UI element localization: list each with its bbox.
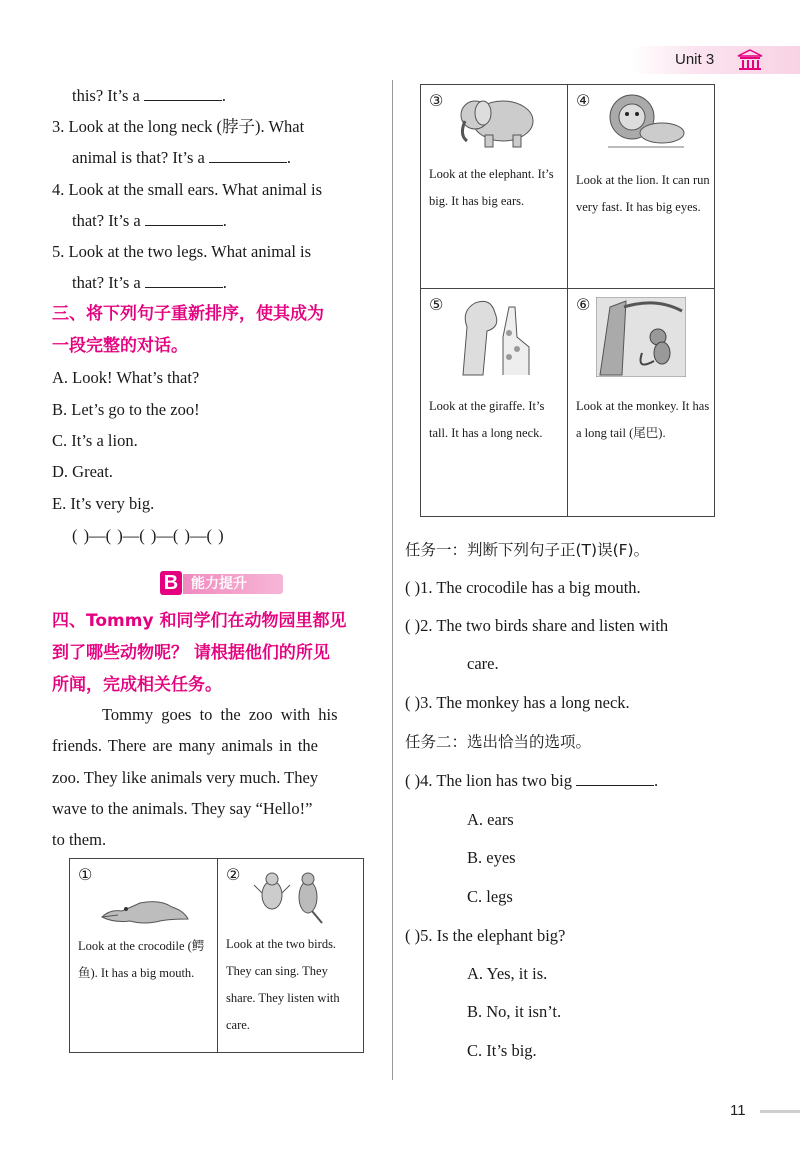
mc-5-option-c: C. It’s big. xyxy=(467,1041,537,1060)
question-5-line-2: that? It’s a . xyxy=(72,273,227,292)
tf-question-3[interactable]: ( )3. The monkey has a long neck. xyxy=(405,693,630,712)
museum-icon xyxy=(736,48,764,72)
card-elephant xyxy=(420,84,568,289)
passage-line-2: friends. There are many animals in the xyxy=(52,736,318,755)
crocodile-icon xyxy=(100,889,190,929)
birds-icon xyxy=(252,865,332,925)
card-text: Look at the two birds. They can sing. They share. They listen with care. xyxy=(226,937,340,1032)
option-c: C. It’s a lion. xyxy=(52,431,138,450)
section-4-heading-cont2: 所闻，完成相关任务。 xyxy=(52,675,222,695)
card-text: Look at the giraffe. It’s tall. It has a long neck. xyxy=(429,399,545,440)
unit-label: Unit 3 xyxy=(675,51,715,68)
passage-line-5: to them. xyxy=(52,830,107,849)
tf-question-1[interactable]: ( )1. The crocodile has a big mouth. xyxy=(405,578,641,597)
card-number: ③ xyxy=(429,91,444,110)
order-answer-row[interactable]: ( )—( )—( )—( )—( ) xyxy=(72,526,224,545)
question-5-line-1: 5. Look at the two legs. What animal is xyxy=(52,242,312,261)
elephant-icon xyxy=(451,91,541,151)
answer-blank[interactable] xyxy=(144,86,222,101)
section-3-heading-cont: 一段完整的对话。 xyxy=(52,336,188,356)
option-e: E. It’s very big. xyxy=(52,494,155,513)
level-b-badge: B xyxy=(160,571,182,595)
question-3-line-1: 3. Look at the long neck (脖子). What xyxy=(52,117,305,136)
answer-blank[interactable] xyxy=(145,211,223,226)
mc-4-option-b: B. eyes xyxy=(467,848,516,867)
card-number: ④ xyxy=(576,91,591,110)
mc-4-option-c: C. legs xyxy=(467,887,513,906)
mc-5-option-a: A. Yes, it is. xyxy=(467,964,548,983)
card-number: ⑥ xyxy=(576,295,591,314)
question-4-line-1: 4. Look at the small ears. What animal is xyxy=(52,180,323,199)
question-4-line-2: that? It’s a . xyxy=(72,211,227,230)
page-number: 11 xyxy=(730,1102,746,1119)
question-2-line-2: this? It’s a . xyxy=(72,86,226,105)
mc-4-option-a: A. ears xyxy=(467,810,514,829)
question-3-line-2: animal is that? It’s a . xyxy=(72,148,292,167)
lion-icon xyxy=(598,89,688,153)
card-giraffe xyxy=(420,288,568,517)
section-3-heading: 三、将下列句子重新排序，使其成为 xyxy=(52,304,324,324)
mc-question-5[interactable]: ( )5. Is the elephant big? xyxy=(405,926,566,945)
mc-question-4[interactable]: ( )4. The lion has two big . xyxy=(405,771,659,790)
option-a: A. Look! What’s that? xyxy=(52,368,200,387)
level-b-title: 能力提升 xyxy=(183,574,283,594)
card-number: ⑤ xyxy=(429,295,444,314)
column-divider xyxy=(392,80,393,1080)
card-crocodile xyxy=(69,858,218,1053)
passage-line-3: zoo. They like animals very much. They xyxy=(52,768,319,787)
passage-line-4: wave to the animals. They say “Hello!” xyxy=(52,799,313,818)
passage-line-1: Tommy goes to the zoo with his xyxy=(102,705,338,724)
card-birds xyxy=(217,858,364,1053)
card-text: Look at the crocodile (鳄鱼). It has a big mouth. xyxy=(78,939,205,980)
monkey-icon xyxy=(596,297,686,377)
task-1-heading: 任务一：判断下列句子正(T)误(F)。 xyxy=(405,541,650,559)
tf-question-2-cont: care. xyxy=(467,654,499,673)
card-number: ① xyxy=(78,865,93,884)
card-text: Look at the lion. It can run very fast. It has big eyes. xyxy=(576,173,710,214)
section-4-heading: 四、Tommy 和同学们在动物园里都见 xyxy=(52,611,347,631)
card-monkey xyxy=(567,288,715,517)
option-b: B. Let’s go to the zoo! xyxy=(52,400,200,419)
unit-tab xyxy=(630,46,800,74)
answer-blank[interactable] xyxy=(145,273,223,288)
tf-question-2[interactable]: ( )2. The two birds share and listen with xyxy=(405,616,669,635)
card-text: Look at the monkey. It has a long tail (尾巴). xyxy=(576,399,710,440)
card-text: Look at the elephant. It’s big. It has big ears. xyxy=(429,167,554,208)
answer-blank[interactable] xyxy=(576,771,654,786)
option-d: D. Great. xyxy=(52,462,113,481)
card-lion xyxy=(567,84,715,289)
page-number-rule xyxy=(760,1110,800,1113)
section-4-heading-cont: 到了哪些动物呢？ 请根据他们的所见 xyxy=(52,643,330,663)
task-2-heading: 任务二：选出恰当的选项。 xyxy=(405,733,592,751)
mc-5-option-b: B. No, it isn’t. xyxy=(467,1002,562,1021)
answer-blank[interactable] xyxy=(209,148,287,163)
giraffe-icon xyxy=(457,297,537,377)
card-number: ② xyxy=(226,865,241,884)
